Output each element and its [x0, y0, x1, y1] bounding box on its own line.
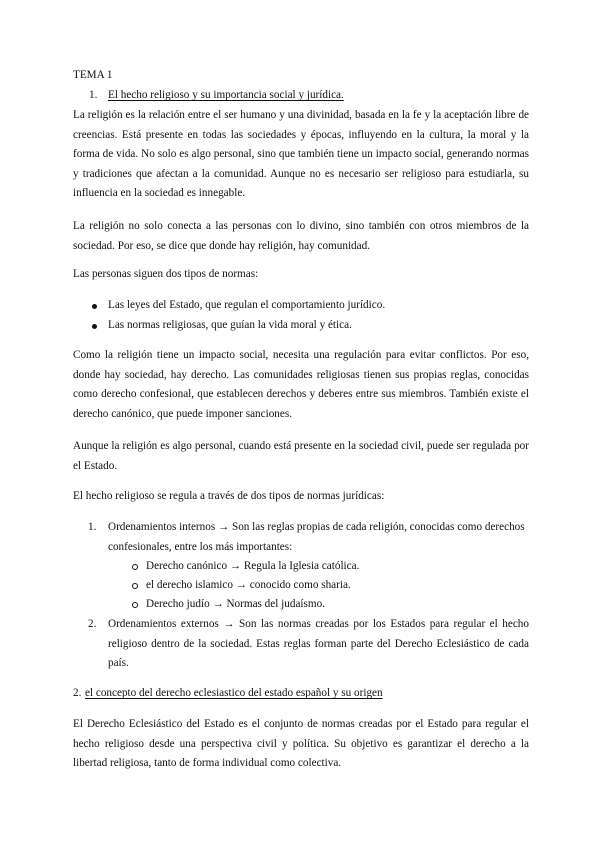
sub-bullet-icon — [132, 602, 138, 608]
bullet-item-state-laws: Las leyes del Estado, que regulan el comportamiento jurídico. — [108, 299, 386, 311]
list-item-1-line-1: Ordenamientos internos → Son las reglas propias de cada religión, conocidas como derechos — [108, 521, 525, 533]
paragraph-state-regulation: Aunque la religión es algo personal, cuando está presente en la sociedad civil, puede ser regulada por el Estado. — [73, 440, 529, 472]
section-2-number: 2. — [73, 687, 82, 699]
sub-bullet-icon — [132, 564, 138, 570]
list-item-2-text: Ordenamientos externos → Son las normas creadas por los Estados para regular el hecho religioso dentro de la sociedad. Estas reglas forman parte del Derecho Eclesiástico de cada país. — [108, 618, 529, 669]
section-1-title: El hecho religioso y su importancia social y jurídica. — [108, 89, 344, 101]
paragraph-religion-definition: La religión es la relación entre el ser humano y una divinidad, basada en la fe y la aceptación libre de creencias. Está presente en todas las sociedades y épocas, influyendo en la cultura, la moral y la forma de vida. No solo es algo personal, sino que también tiene un impacto social, generando normas y tradiciones que afectan a la comunidad. Aunque no es necesario ser religioso para estudiarla, su influencia en la sociedad es innegable. — [73, 109, 529, 199]
tema-heading: TEMA 1 — [73, 69, 113, 81]
sub-item-jewish-law: Derecho judío → Normas del judaísmo. — [146, 598, 325, 610]
paragraph-community: La religión no solo conecta a las personas con lo divino, sino también con otros miembros de la sociedad. Por eso, se dice que donde hay religión, hay comunidad. — [73, 220, 529, 252]
sub-item-islamic-law: el derecho islamico → conocido como sharia. — [146, 579, 351, 591]
bullet-icon — [92, 324, 97, 329]
paragraph-regulation: Como la religión tiene un impacto social, necesita una regulación para evitar conflictos. Por eso, donde hay sociedad, hay derecho. Las comunidades religiosas tienen sus propias reglas, conocidas como derecho confesional, que establecen derechos y deberes entre sus miembros. También existe el derecho canónico, que puede imponer sanciones. — [73, 349, 529, 420]
sub-bullet-icon — [132, 583, 138, 589]
paragraph-norm-types: Las personas siguen dos tipos de normas: — [73, 268, 259, 280]
sub-item-canon-law: Derecho canónico → Regula la Iglesia católica. — [146, 560, 360, 572]
list-item-1-line-2: confesionales, entre los más importantes: — [108, 541, 293, 553]
list-item-2-number: 2. — [88, 618, 97, 630]
list-item-1-number: 1. — [88, 521, 97, 533]
paragraph-ecclesiastical-law: El Derecho Eclesiástico del Estado es el conjunto de normas creadas por el Estado para regular el hecho religioso desde una perspectiva civil y política. Su objetivo es garantizar el derecho a la libertad religiosa, tanto de forma individual como colectiva. — [73, 718, 529, 769]
paragraph-legal-norms: El hecho religioso se regula a través de dos tipos de normas jurídicas: — [73, 490, 385, 502]
bullet-icon — [92, 304, 97, 309]
section-2-title: el concepto del derecho eclesiastico del estado español y su origen — [85, 687, 383, 699]
bullet-item-religious-norms: Las normas religiosas, que guían la vida moral y ética. — [108, 319, 352, 331]
section-1-number: 1. — [89, 89, 98, 101]
